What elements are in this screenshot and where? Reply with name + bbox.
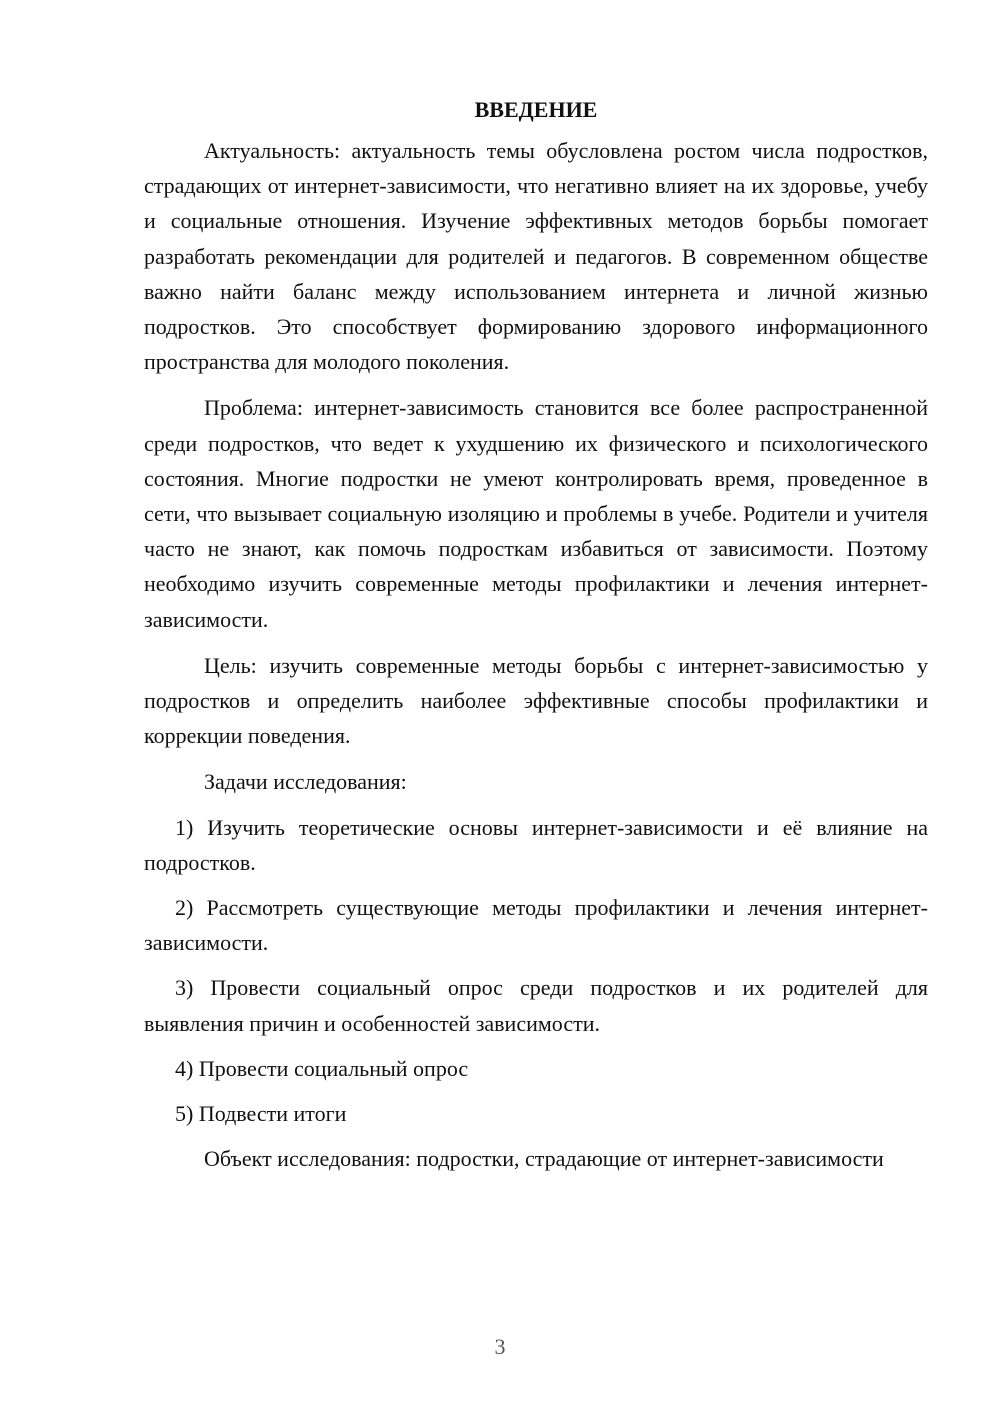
task-item-5: 5) Подвести итоги: [175, 1101, 347, 1127]
paragraph-object: Объект исследования: подростки, страдающие от интернет-зависимости: [204, 1146, 884, 1172]
paragraph-goal: Цель: изучить современные методы борьбы с интернет-зависимостью у подростков и определить наиболее эффективные способы профилактики и коррекции поведения.: [144, 652, 928, 749]
task-item-1: 1) Изучить теоретические основы интернет-зависимости и её влияние на подростков.: [144, 814, 928, 875]
task-item-2: 2) Рассмотреть существующие методы профилактики и лечения интернет-зависимости.: [144, 895, 928, 956]
page-number: 3: [494, 1334, 506, 1359]
paragraph-problem: Проблема: интернет-зависимость становится все более распространенной среди подростков, что ведет к ухудшению их физического и психологического состояния. Многие подростки не умеют контролировать время, проведенное в сети, что вызывает социальную изоляцию и проблемы в учебе. Родители и учителя часто не знают, как помочь подросткам избавиться от зависимости. Поэтому необходимо изучить современные методы профилактики и лечения интернет-зависимости.: [144, 395, 928, 632]
tasks-heading: Задачи исследования:: [204, 769, 407, 795]
section-heading: ВВЕДЕНИЕ: [474, 97, 598, 122]
page-content: [144, 92, 928, 1176]
task-item-4: 4) Провести социальный опрос: [175, 1055, 469, 1081]
paragraph-relevance: Актуальность: актуальность темы обусловлена ростом числа подростков, страдающих от интернет-зависимости, что негативно влияет на их здоровье, учебу и социальные отношения. Изучение эффективных методов борьбы помогает разработать рекомендации для родителей и педагогов. В современном обществе важно найти баланс между использованием интернета и личной жизнью подростков. Это способствует формированию здорового информационного пространства для молодого поколения.: [144, 138, 928, 375]
task-item-3: 3) Провести социальный опрос среди подростков и их родителей для выявления причин и особенностей зависимости.: [144, 975, 928, 1036]
